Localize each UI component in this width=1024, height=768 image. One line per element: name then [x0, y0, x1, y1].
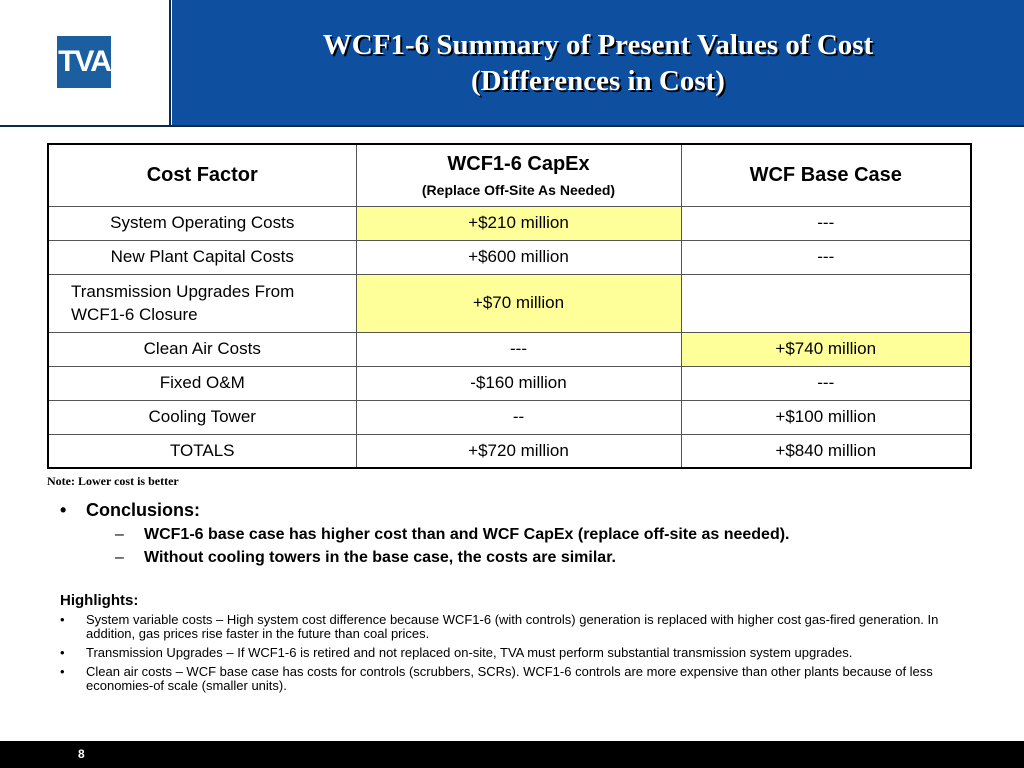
list-item — [60, 646, 960, 660]
table-row — [48, 240, 971, 274]
header-cost-factor: Cost Factor — [48, 144, 356, 206]
highlight-text: Transmission Upgrades – If WCF1-6 is retired and not replaced on-site, TVA must perform substantial transmission system upgrades. — [86, 645, 853, 660]
slide-header — [0, 0, 1024, 127]
table-row — [48, 274, 971, 332]
logo-panel — [0, 0, 171, 125]
dash-icon: – — [115, 549, 124, 566]
header-capex — [356, 144, 681, 206]
cost-summary-table — [47, 143, 972, 469]
conclusions-title: Conclusions: — [86, 500, 201, 520]
cell-capex: +$600 million — [356, 240, 681, 274]
list-item — [60, 526, 990, 544]
cell-base: +$100 million — [681, 400, 971, 434]
cell-factor: Clean Air Costs — [48, 332, 356, 366]
cell-base: --- — [681, 206, 971, 240]
slide-title-line-1: WCF1-6 Summary of Present Values of Cost — [322, 28, 874, 61]
cell-capex: --- — [356, 332, 681, 366]
list-item — [60, 665, 960, 693]
conclusion-text: WCF1-6 base case has higher cost than and WCF CapEx (replace off-site as needed). — [144, 526, 790, 543]
cell-capex: -- — [356, 400, 681, 434]
logo-text: TVA — [58, 45, 110, 78]
slide-footer — [0, 741, 1024, 768]
totals-row — [48, 434, 971, 468]
header-divider — [0, 125, 1024, 127]
cell-base: --- — [681, 366, 971, 400]
cell-base: +$840 million — [681, 434, 971, 468]
conclusions-heading — [60, 500, 990, 521]
highlight-text: System variable costs – High system cost difference because WCF1-6 (with controls) generation is replaced with higher cost gas-fired generation. In addition, gas prices rise faster in the future than coal prices. — [86, 612, 939, 641]
table-row — [48, 366, 971, 400]
bullet-icon: • — [60, 645, 65, 660]
table-row — [48, 206, 971, 240]
cell-capex: +$210 million — [356, 206, 681, 240]
title-bar — [172, 0, 1024, 125]
tva-logo — [57, 36, 111, 88]
list-item — [60, 549, 990, 567]
cell-base: --- — [681, 240, 971, 274]
bullet-icon: • — [60, 500, 67, 520]
cell-factor: TOTALS — [48, 434, 356, 468]
conclusion-text: Without cooling towers in the base case, the costs are similar. — [144, 549, 616, 566]
highlights-title: Highlights: — [60, 592, 139, 609]
cell-capex: +$720 million — [356, 434, 681, 468]
cell-factor-line-1: Transmission Upgrades From — [71, 282, 295, 301]
cell-factor — [48, 274, 356, 332]
highlight-text: Clean air costs – WCF base case has costs for controls (scrubbers, SCRs). WCF1-6 controls are more expensive than other plants because of less economies-of scale (smaller units). — [86, 664, 933, 693]
cell-base — [681, 274, 971, 332]
dash-icon: – — [115, 526, 124, 543]
conclusions-section — [60, 500, 990, 567]
header-capex-main: WCF1-6 CapEx — [447, 152, 590, 175]
cell-factor: Cooling Tower — [48, 400, 356, 434]
highlights-section — [60, 592, 960, 698]
table-row — [48, 332, 971, 366]
list-item — [60, 613, 960, 641]
cell-factor-line-2: WCF1-6 Closure — [71, 305, 198, 324]
cell-capex: +$70 million — [356, 274, 681, 332]
bullet-icon: • — [60, 612, 65, 627]
cell-factor: New Plant Capital Costs — [48, 240, 356, 274]
table-note: Note: Lower cost is better — [47, 474, 179, 488]
cell-factor: Fixed O&M — [48, 366, 356, 400]
table-header-row — [48, 144, 971, 206]
header-capex-sub: (Replace Off-Site As Needed) — [421, 181, 616, 198]
table-row — [48, 400, 971, 434]
cell-base: +$740 million — [681, 332, 971, 366]
cell-capex: -$160 million — [356, 366, 681, 400]
cell-factor: System Operating Costs — [48, 206, 356, 240]
bullet-icon: • — [60, 664, 65, 679]
slide-title-line-2: (Differences in Cost) — [471, 64, 725, 97]
header-base-case: WCF Base Case — [681, 144, 971, 206]
page-number: 8 — [78, 747, 85, 761]
